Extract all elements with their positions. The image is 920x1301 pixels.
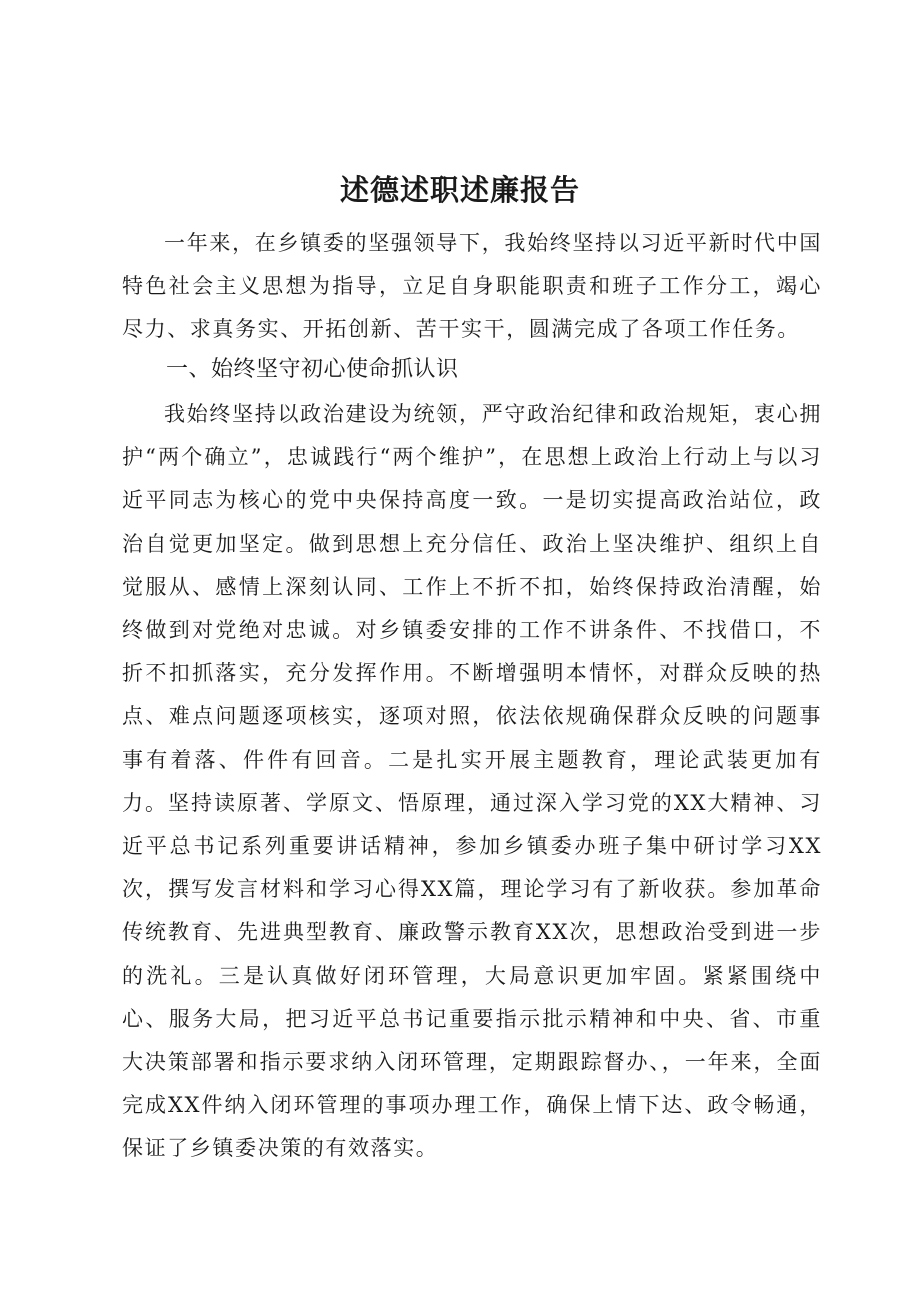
- section-heading: 一、始终坚守初心使命抓认识: [166, 357, 459, 382]
- intro-paragraph: 一年来，在乡镇委的坚强领导下，我始终坚持以习近平新时代中国特色社会主义思想为指导，立足自身职能职责和班子工作分工，竭心尽力、求真务实、开拓创新、苦干实干，圆满完成了各项工作任务。: [122, 231, 822, 342]
- section-paragraph: 我始终坚持以政治建设为统领，严守政治纪律和政治规矩，衷心拥护“两个确立”，忠诚践行“两个维护”，在思想上政治上行动上与以习近平同志为核心的党中央保持高度一致。一是切实提高政治站位，政治自觉更加坚定。做到思想上充分信任、政治上坚决维护、组织上自觉服从、感情上深刻认同、工作上不折不扣，始终保持政治清醒，始终做到对党绝对忠诚。对乡镇委安排的工作不讲条件、不找借口，不折不扣抓落实，充分发挥作用。不断增强明本情怀，对群众反映的热点、难点问题逐项核实，逐项对照，依法依规确保群众反映的问题事事有着落、件件有回音。二是扎实开展主题教育，理论武装更加有力。坚持读原著、学原文、悟原理，通过深入学习党的XX大精神、习近平总书记系列重要讲话精神，参加乡镇委办班子集中研讨学习XX次，撰写发言材料和学习心得XX篇，理论学习有了新收获。参加革命传统教育、先进典型教育、廉政警示教育XX次，思想政治受到进一步的洗礼。三是认真做好闭环管理，大局意识更加牢固。紧紧围绕中心、服务大局，把习近平总书记重要指示批示精神和中央、省、市重大决策部署和指示要求纳入闭环管理，定期跟踪督办、，一年来，全面完成XX件纳入闭环管理的事项办理工作，确保上情下达、政令畅通，保证了乡镇委决策的有效落实。: [122, 402, 822, 1161]
- document-title: 述德述职述廉报告: [339, 173, 580, 207]
